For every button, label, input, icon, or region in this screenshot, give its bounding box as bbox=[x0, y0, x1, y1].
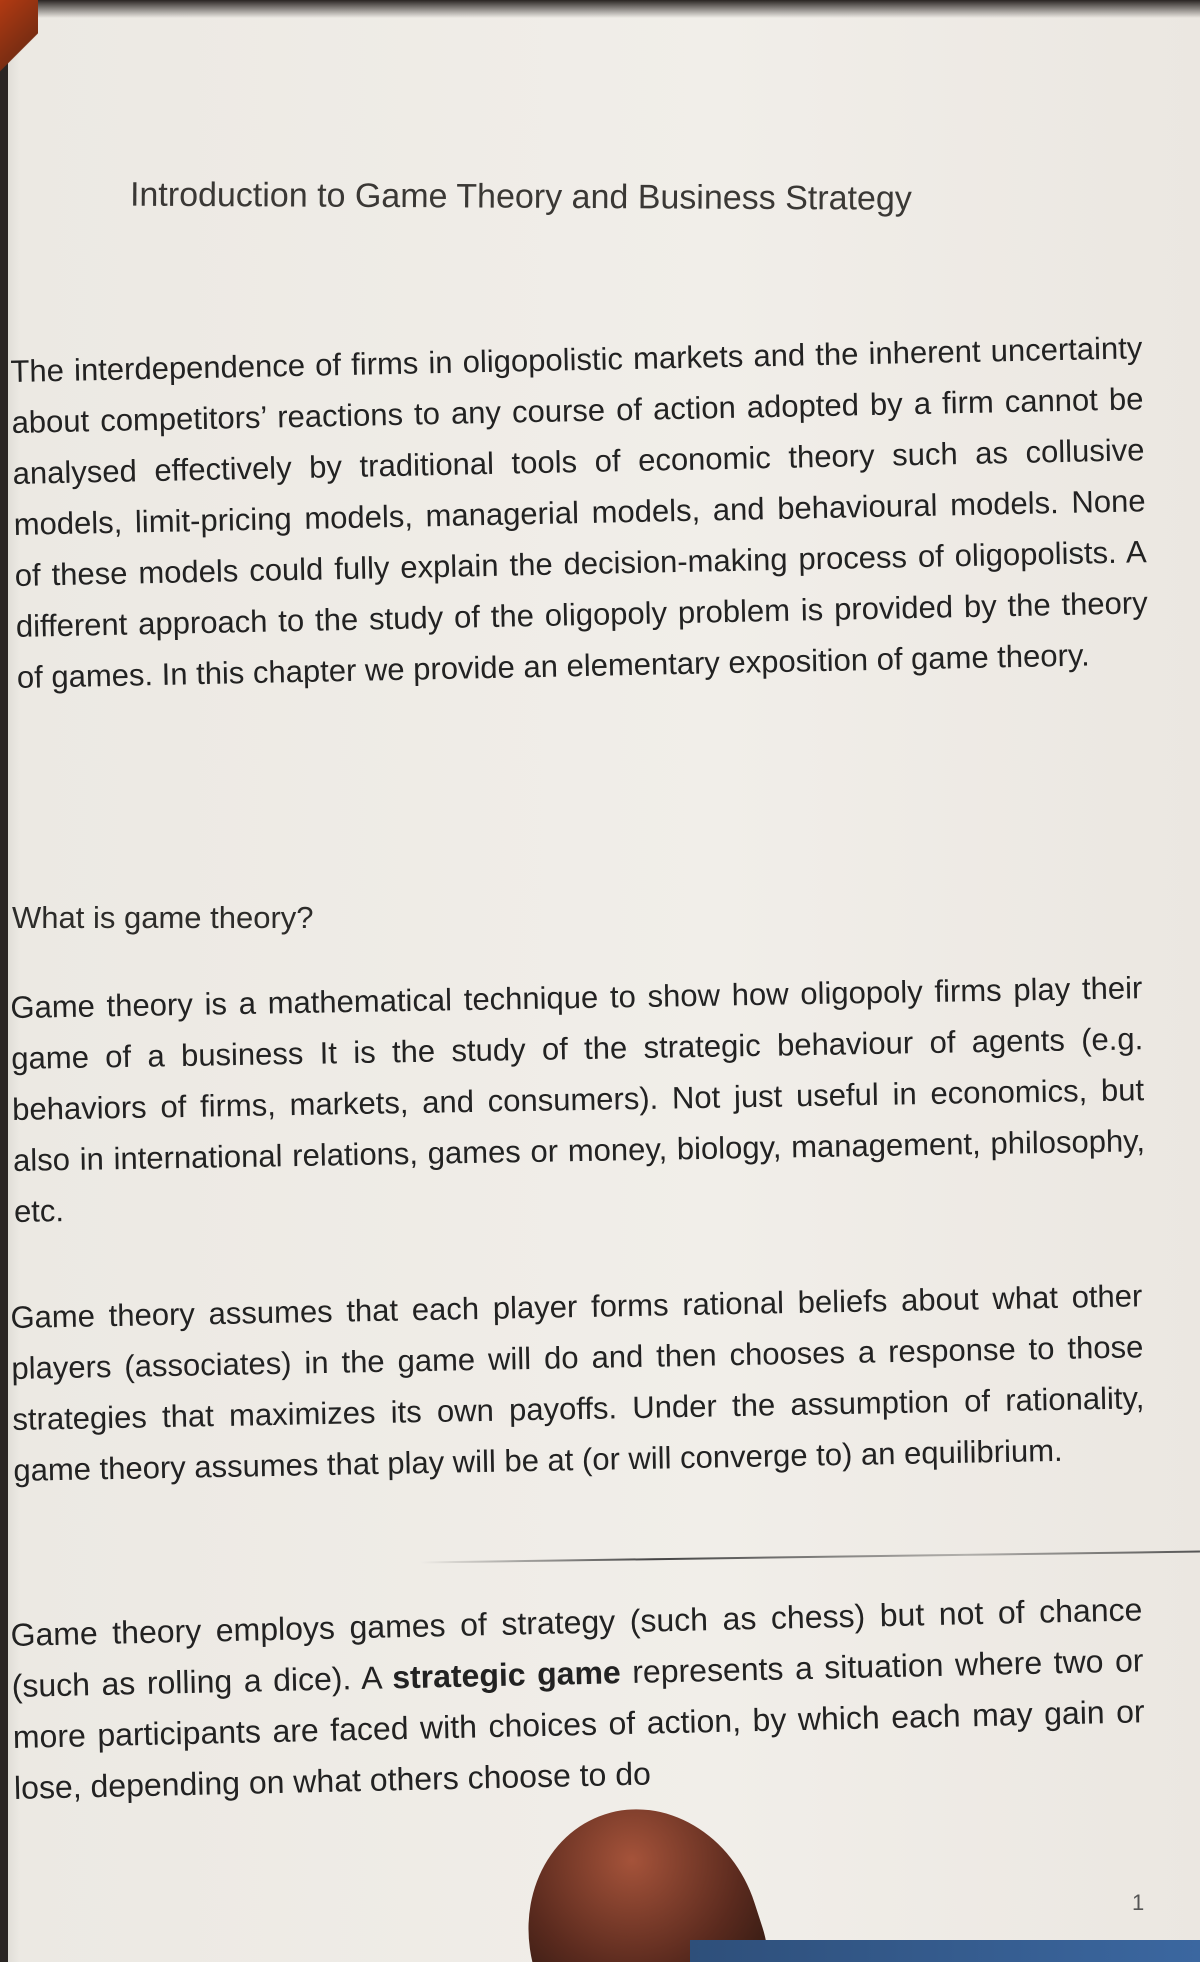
strategic-game-text-after: represents a situation where two or more participants are faced with choices of action, by which each may gain or lose, depending on what others choose to do bbox=[12, 1642, 1145, 1806]
strategic-game-paragraph bbox=[10, 1584, 1146, 1814]
left-shadow bbox=[0, 0, 8, 1962]
section-heading: What is game theory? bbox=[12, 900, 314, 935]
pen-mark-line bbox=[420, 1551, 1200, 1564]
rationality-paragraph: Game theory assumes that each player forms rational beliefs about what other players (associates) in the game will do and then chooses a response to those strategies that maximizes its own payoffs. Under the assumption of rationality, game theory assumes that play will be at (or will converge to) an equilibrium. bbox=[10, 1278, 1145, 1488]
blue-object-edge bbox=[690, 1940, 1200, 1962]
page-number: 1 bbox=[1132, 1890, 1145, 1915]
definition-paragraph: Game theory is a mathematical technique to show how oligopoly firms play their game of a business It is the study of the strategic behaviour of agents (e.g. behaviors of firms, markets, and consumers). Not just useful in economics, but also in international relations, games or money, biology, management, philosophy, etc. bbox=[10, 970, 1146, 1229]
strategic-game-term: strategic game bbox=[391, 1654, 622, 1696]
thumb-holding-page bbox=[495, 1779, 794, 1962]
book-cover-corner bbox=[0, 0, 38, 80]
top-shadow bbox=[0, 0, 1200, 18]
intro-paragraph: The interdependence of firms in oligopolistic markets and the inherent uncertainty about competitors’ reactions to any course of action adopted by a firm cannot be analysed effectively by traditional tools of economic theory such as collusive models, limit-pricing models, managerial models, and behavioural models. None of these models could fully explain the decision-making process of oligopolists. A different approach to the study of the oligopoly problem is provided by the theory of games. In this chapter we provide an elementary exposition of game theory. bbox=[10, 330, 1148, 695]
strategic-game-text-before: Game theory employs games of strategy (such as chess) but not of chance (such as rolling a dice). A bbox=[10, 1591, 1143, 1704]
chapter-title: Introduction to Game Theory and Business Strategy bbox=[129, 175, 912, 218]
